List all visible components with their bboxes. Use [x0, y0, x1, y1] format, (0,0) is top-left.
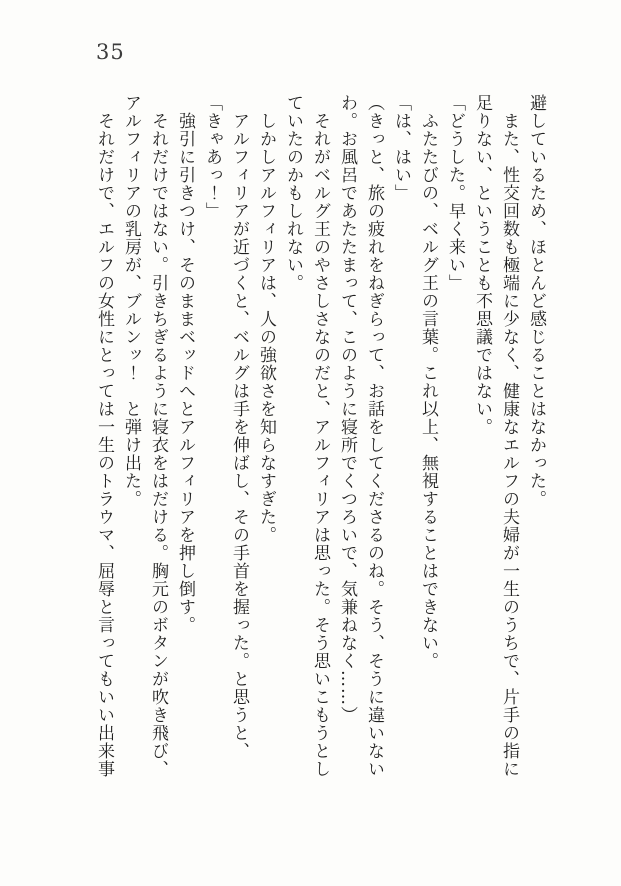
- text-line: また、性交回数も極端に少なく、健康なエルフの夫婦が一生のうちで、片手の指に: [499, 94, 519, 778]
- text-line: 強引に引きつけ、そのままベッドへとアルフィリアを押し倒す。: [175, 94, 195, 634]
- text-line: わ。お風呂であたたまって、このように寝所でくつろいで、気兼ねなく……）: [337, 94, 357, 724]
- text-line: ていたのかもしれない。: [283, 94, 303, 292]
- page-number: 35: [96, 40, 125, 64]
- text-line: アルフィリアの乳房が、ブルンッ！ と弾け出た。: [121, 94, 141, 508]
- text-line: 避しているため、ほとんど感じることはなかった。: [526, 94, 546, 508]
- text-line: しかしアルフィリアは、人の強欲さを知らなすぎた。: [256, 94, 276, 544]
- text-line: 「きゃあっ！」: [202, 94, 222, 220]
- text-line: （きっと、旅の疲れをねぎらって、お話をしてくださるのね。そう、そうに違いない: [364, 94, 384, 778]
- text-line: ふたたびの、ベルグ王の言葉。これ以上、無視することはできない。: [418, 94, 438, 670]
- text-line: それだけで、エルフの女性にとっては一生のトラウマ、屈辱と言ってもいい出来事: [94, 94, 114, 778]
- text-line: 足りない、ということも不思議ではない。: [472, 94, 492, 436]
- text-line: それがベルグ王のやさしさなのだと、アルフィリアは思った。そう思いこもうとし: [310, 94, 330, 778]
- text-line: 「どうした。早く来い」: [445, 94, 465, 292]
- text-line: 「は、はい」: [391, 94, 411, 202]
- text-line: アルフィリアが近づくと、ベルグは手を伸ばし、その手首を握った。と思うと、: [229, 94, 249, 760]
- text-line: それだけではない。引きちぎるように寝衣をはだける。胸元のボタンが吹き飛び、: [148, 94, 168, 778]
- vertical-text-block: [90, 94, 549, 794]
